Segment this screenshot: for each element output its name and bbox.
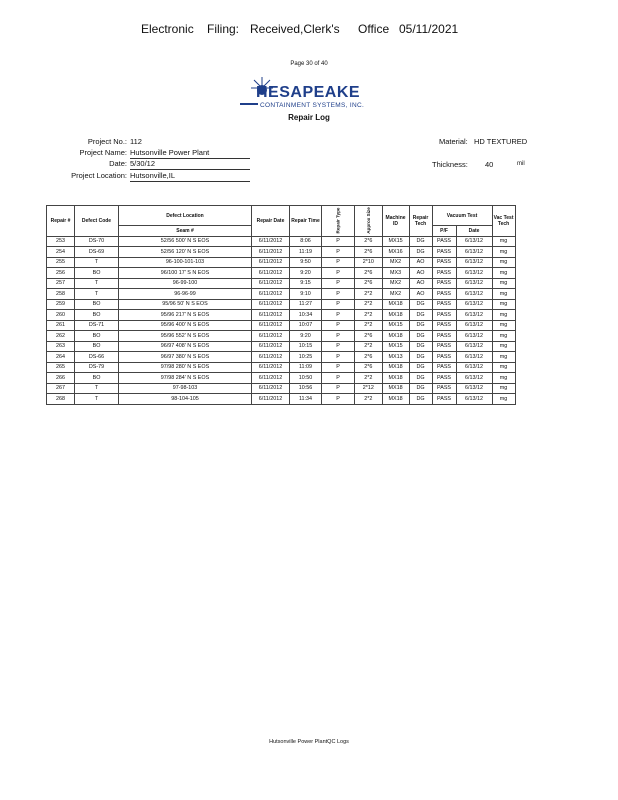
page-title: Repair Log [288, 113, 330, 122]
cell-repair-no: 261 [47, 320, 75, 331]
cell-repair-tech: AO [409, 289, 432, 300]
cell-approx-size: 2*6 [355, 352, 383, 363]
thickness-value: 40 [485, 160, 494, 169]
cell-approx-size: 2*6 [355, 268, 383, 279]
cell-seam: 97/98 284' N S EOS [119, 373, 252, 384]
cell-seam: 95/96 400' N S EOS [119, 320, 252, 331]
cell-repair-time: 10:07 [290, 320, 322, 331]
cell-vac-tech: mg [492, 383, 515, 394]
cell-machine-id: MX2 [382, 289, 409, 300]
cell-repair-tech: AO [409, 268, 432, 279]
cell-vac-tech: mg [492, 341, 515, 352]
cell-repair-tech: DG [409, 331, 432, 342]
cell-approx-size: 2*2 [355, 394, 383, 405]
logo-underline [240, 103, 258, 105]
cell-vac-result: PASS [432, 299, 456, 310]
cell-repair-tech: DG [409, 247, 432, 258]
page-number: Page 30 of 40 [290, 61, 328, 67]
cell-vac-tech: mg [492, 310, 515, 321]
cell-repair-no: 259 [47, 299, 75, 310]
cell-repair-date: 6/11/2012 [252, 268, 290, 279]
thickness-unit: mil [517, 161, 525, 167]
cell-repair-tech: DG [409, 310, 432, 321]
table-row [47, 394, 516, 405]
cell-approx-size: 2*2 [355, 310, 383, 321]
cell-machine-id: MX18 [382, 310, 409, 321]
cell-machine-id: MX2 [382, 257, 409, 268]
cell-vac-result: PASS [432, 331, 456, 342]
cell-vac-result: PASS [432, 257, 456, 268]
cell-defect-code: DS-66 [75, 352, 119, 363]
cell-repair-tech: DG [409, 394, 432, 405]
project-number-value: 112 [130, 137, 142, 146]
cell-vac-tech: mg [492, 289, 515, 300]
table-row [47, 331, 516, 342]
cell-vac-result: PASS [432, 247, 456, 258]
header-vacuum-test: Vacuum Test [432, 206, 492, 226]
cell-machine-id: MX16 [382, 247, 409, 258]
header-seam: Seam # [119, 226, 252, 237]
cell-defect-code: T [75, 289, 119, 300]
cell-repair-no: 263 [47, 341, 75, 352]
cell-approx-size: 2*2 [355, 341, 383, 352]
filing-banner [0, 22, 618, 38]
table-row [47, 236, 516, 247]
cell-vac-tech: mg [492, 373, 515, 384]
cell-repair-type: P [322, 257, 355, 268]
cell-machine-id: MX18 [382, 331, 409, 342]
cell-seam: 96-100-101-103 [119, 257, 252, 268]
cell-repair-type: P [322, 373, 355, 384]
header-vac-test-tech: Vac Test Tech [492, 206, 515, 237]
cell-vac-tech: mg [492, 362, 515, 373]
cell-approx-size: 2*2 [355, 373, 383, 384]
header-repair-date: Repair Date [252, 206, 290, 237]
table-row [47, 383, 516, 394]
table-row [47, 299, 516, 310]
cell-repair-type: P [322, 341, 355, 352]
cell-repair-time: 8:06 [290, 236, 322, 247]
cell-vac-result: PASS [432, 320, 456, 331]
logo-subtitle: CONTAINMENT SYSTEMS, INC. [260, 102, 365, 109]
cell-defect-code: T [75, 383, 119, 394]
cell-repair-time: 10:15 [290, 341, 322, 352]
cell-vac-tech: mg [492, 299, 515, 310]
cell-repair-time: 9:20 [290, 331, 322, 342]
cell-repair-date: 6/11/2012 [252, 362, 290, 373]
company-logo [236, 76, 386, 110]
banner-electronic: Electronic [141, 22, 194, 36]
table-row [47, 268, 516, 279]
cell-vac-date: 6/13/12 [456, 268, 492, 279]
cell-vac-result: PASS [432, 278, 456, 289]
table-row [47, 310, 516, 321]
cell-repair-type: P [322, 383, 355, 394]
cell-approx-size: 2*12 [355, 383, 383, 394]
cell-repair-time: 9:15 [290, 278, 322, 289]
table-row [47, 362, 516, 373]
cell-machine-id: MX15 [382, 320, 409, 331]
project-location-label: Project Location: [71, 171, 127, 180]
cell-approx-size: 2*6 [355, 362, 383, 373]
table-row [47, 289, 516, 300]
header-machine-id: Machine ID [382, 206, 409, 237]
material-label: Material: [439, 137, 468, 146]
cell-repair-no: 254 [47, 247, 75, 258]
banner-date: 05/11/2021 [399, 22, 459, 36]
cell-vac-tech: mg [492, 278, 515, 289]
cell-vac-date: 6/13/12 [456, 383, 492, 394]
cell-defect-code: BO [75, 373, 119, 384]
cell-repair-date: 6/11/2012 [252, 236, 290, 247]
cell-repair-time: 10:25 [290, 352, 322, 363]
cell-repair-date: 6/11/2012 [252, 341, 290, 352]
header-pf: P/F [432, 226, 456, 237]
cell-machine-id: MX2 [382, 278, 409, 289]
cell-repair-date: 6/11/2012 [252, 257, 290, 268]
cell-repair-tech: DG [409, 352, 432, 363]
cell-vac-date: 6/13/12 [456, 331, 492, 342]
cell-vac-date: 6/13/12 [456, 278, 492, 289]
cell-vac-result: PASS [432, 383, 456, 394]
banner-office: Office [358, 22, 390, 36]
cell-approx-size: 2*2 [355, 320, 383, 331]
cell-vac-date: 6/13/12 [456, 341, 492, 352]
cell-seam: 97-98-103 [119, 383, 252, 394]
cell-defect-code: T [75, 278, 119, 289]
cell-vac-date: 6/13/12 [456, 236, 492, 247]
header-repair-type: Repair Type [322, 206, 355, 237]
table-row [47, 373, 516, 384]
cell-approx-size: 2*2 [355, 299, 383, 310]
cell-seam: 96-99-100 [119, 278, 252, 289]
cell-approx-size: 2*10 [355, 257, 383, 268]
cell-seam: 95/96 50' N S EOS [119, 299, 252, 310]
cell-machine-id: MX15 [382, 236, 409, 247]
cell-repair-tech: DG [409, 362, 432, 373]
cell-vac-result: PASS [432, 352, 456, 363]
cell-defect-code: BO [75, 331, 119, 342]
cell-seam: 96/97 380' N S EOS [119, 352, 252, 363]
cell-vac-date: 6/13/12 [456, 247, 492, 258]
cell-seam: 96/97 408' N S EOS [119, 341, 252, 352]
cell-repair-no: 262 [47, 331, 75, 342]
banner-received: Received,Clerk's [250, 22, 340, 36]
cell-vac-tech: mg [492, 247, 515, 258]
cell-approx-size: 2*6 [355, 236, 383, 247]
cell-repair-type: P [322, 278, 355, 289]
cell-approx-size: 2*6 [355, 278, 383, 289]
cell-repair-type: P [322, 320, 355, 331]
cell-vac-tech: mg [492, 394, 515, 405]
cell-machine-id: MX18 [382, 394, 409, 405]
cell-repair-tech: DG [409, 383, 432, 394]
cell-repair-time: 10:50 [290, 373, 322, 384]
cell-vac-result: PASS [432, 362, 456, 373]
cell-vac-result: PASS [432, 310, 456, 321]
cell-repair-no: 268 [47, 394, 75, 405]
cell-repair-date: 6/11/2012 [252, 247, 290, 258]
cell-repair-type: P [322, 331, 355, 342]
table-row [47, 341, 516, 352]
table-row [47, 278, 516, 289]
cell-repair-no: 260 [47, 310, 75, 321]
cell-repair-tech: AO [409, 278, 432, 289]
header-approx-size: Approx Size [355, 206, 383, 237]
cell-repair-tech: AO [409, 257, 432, 268]
banner-filing: Filing: [207, 22, 240, 36]
cell-machine-id: MX18 [382, 383, 409, 394]
table-row [47, 257, 516, 268]
cell-repair-type: P [322, 236, 355, 247]
cell-defect-code: BO [75, 268, 119, 279]
cell-repair-tech: DG [409, 341, 432, 352]
cell-machine-id: MX18 [382, 373, 409, 384]
cell-defect-code: DS-71 [75, 320, 119, 331]
cell-vac-tech: mg [492, 257, 515, 268]
cell-repair-no: 266 [47, 373, 75, 384]
cell-repair-type: P [322, 268, 355, 279]
cell-repair-no: 265 [47, 362, 75, 373]
cell-vac-date: 6/13/12 [456, 320, 492, 331]
cell-repair-time: 11:27 [290, 299, 322, 310]
cell-repair-type: P [322, 394, 355, 405]
cell-repair-type: P [322, 299, 355, 310]
cell-repair-time: 11:19 [290, 247, 322, 258]
material-value: HD TEXTURED [474, 137, 528, 146]
cell-vac-tech: mg [492, 331, 515, 342]
cell-repair-time: 10:56 [290, 383, 322, 394]
cell-repair-date: 6/11/2012 [252, 289, 290, 300]
cell-seam: 98-104-105 [119, 394, 252, 405]
cell-seam: 96/100 17' S N EOS [119, 268, 252, 279]
cell-vac-date: 6/13/12 [456, 373, 492, 384]
header-defect-location: Defect Location [119, 206, 252, 226]
cell-vac-tech: mg [492, 352, 515, 363]
cell-machine-id: MX15 [382, 341, 409, 352]
cell-seam: 52/56 500' N S EOS [119, 236, 252, 247]
cell-repair-time: 9:20 [290, 268, 322, 279]
cell-repair-date: 6/11/2012 [252, 352, 290, 363]
project-date-label: Date: [109, 159, 127, 168]
cell-defect-code: DS-79 [75, 362, 119, 373]
cell-repair-type: P [322, 362, 355, 373]
logo-name: HESAPEAKE [256, 84, 361, 101]
repair-log-table [46, 205, 516, 405]
cell-repair-no: 253 [47, 236, 75, 247]
cell-defect-code: BO [75, 299, 119, 310]
cell-approx-size: 2*6 [355, 247, 383, 258]
cell-vac-date: 6/13/12 [456, 257, 492, 268]
cell-vac-date: 6/13/12 [456, 310, 492, 321]
cell-repair-type: P [322, 352, 355, 363]
cell-seam: 96-96-99 [119, 289, 252, 300]
cell-vac-result: PASS [432, 341, 456, 352]
cell-vac-date: 6/13/12 [456, 352, 492, 363]
header-repair-time: Repair Time [290, 206, 322, 237]
project-location-value: Hutsonville,IL [130, 171, 250, 182]
cell-repair-time: 10:34 [290, 310, 322, 321]
cell-repair-date: 6/11/2012 [252, 320, 290, 331]
cell-repair-time: 11:09 [290, 362, 322, 373]
cell-seam: 97/98 280' N S EOS [119, 362, 252, 373]
table-row [47, 352, 516, 363]
cell-seam: 95/96 552' N S EOS [119, 331, 252, 342]
cell-repair-date: 6/11/2012 [252, 394, 290, 405]
cell-repair-tech: DG [409, 373, 432, 384]
cell-repair-tech: DG [409, 299, 432, 310]
project-name-value: Hutsonville Power Plant [130, 148, 250, 159]
page-footer: Hutsonville Power PlantQC Logs [269, 739, 349, 745]
cell-seam: 95/96 217' N S EOS [119, 310, 252, 321]
project-date-value: 5/30/12 [130, 159, 250, 170]
cell-defect-code: DS-70 [75, 236, 119, 247]
repair-log-body [47, 236, 516, 404]
cell-repair-time: 11:34 [290, 394, 322, 405]
cell-repair-date: 6/11/2012 [252, 310, 290, 321]
cell-repair-date: 6/11/2012 [252, 383, 290, 394]
cell-vac-result: PASS [432, 373, 456, 384]
cell-repair-date: 6/11/2012 [252, 373, 290, 384]
cell-repair-date: 6/11/2012 [252, 299, 290, 310]
cell-repair-no: 255 [47, 257, 75, 268]
header-defect-code: Defect Code [75, 206, 119, 237]
cell-defect-code: T [75, 257, 119, 268]
table-row [47, 320, 516, 331]
cell-defect-code: DS-69 [75, 247, 119, 258]
cell-repair-time: 9:50 [290, 257, 322, 268]
project-name-label: Project Name: [79, 148, 127, 157]
cell-repair-no: 264 [47, 352, 75, 363]
cell-repair-type: P [322, 289, 355, 300]
cell-defect-code: T [75, 394, 119, 405]
cell-repair-tech: DG [409, 236, 432, 247]
cell-repair-date: 6/11/2012 [252, 278, 290, 289]
header-repair-tech: Repair Tech [409, 206, 432, 237]
cell-vac-date: 6/13/12 [456, 299, 492, 310]
cell-vac-tech: mg [492, 236, 515, 247]
cell-repair-no: 257 [47, 278, 75, 289]
cell-vac-date: 6/13/12 [456, 362, 492, 373]
cell-vac-result: PASS [432, 236, 456, 247]
cell-repair-type: P [322, 247, 355, 258]
cell-vac-result: PASS [432, 289, 456, 300]
cell-repair-type: P [322, 310, 355, 321]
cell-repair-no: 267 [47, 383, 75, 394]
cell-approx-size: 2*2 [355, 289, 383, 300]
cell-vac-tech: mg [492, 320, 515, 331]
cell-vac-result: PASS [432, 394, 456, 405]
cell-repair-date: 6/11/2012 [252, 331, 290, 342]
cell-vac-tech: mg [492, 268, 515, 279]
cell-repair-no: 256 [47, 268, 75, 279]
header-repair-no: Repair # [47, 206, 75, 237]
project-number-label: Project No.: [87, 137, 127, 146]
cell-defect-code: BO [75, 341, 119, 352]
header-vac-date: Date [456, 226, 492, 237]
cell-vac-date: 6/13/12 [456, 289, 492, 300]
cell-machine-id: MX13 [382, 352, 409, 363]
cell-machine-id: MX18 [382, 299, 409, 310]
cell-vac-date: 6/13/12 [456, 394, 492, 405]
cell-machine-id: MX3 [382, 268, 409, 279]
cell-seam: 52/56 120' N S EOS [119, 247, 252, 258]
cell-defect-code: BO [75, 310, 119, 321]
cell-vac-result: PASS [432, 268, 456, 279]
cell-machine-id: MX18 [382, 362, 409, 373]
cell-repair-no: 258 [47, 289, 75, 300]
table-row [47, 247, 516, 258]
cell-approx-size: 2*6 [355, 331, 383, 342]
cell-repair-time: 9:10 [290, 289, 322, 300]
cell-repair-tech: DG [409, 320, 432, 331]
thickness-label: Thickness: [432, 160, 468, 169]
